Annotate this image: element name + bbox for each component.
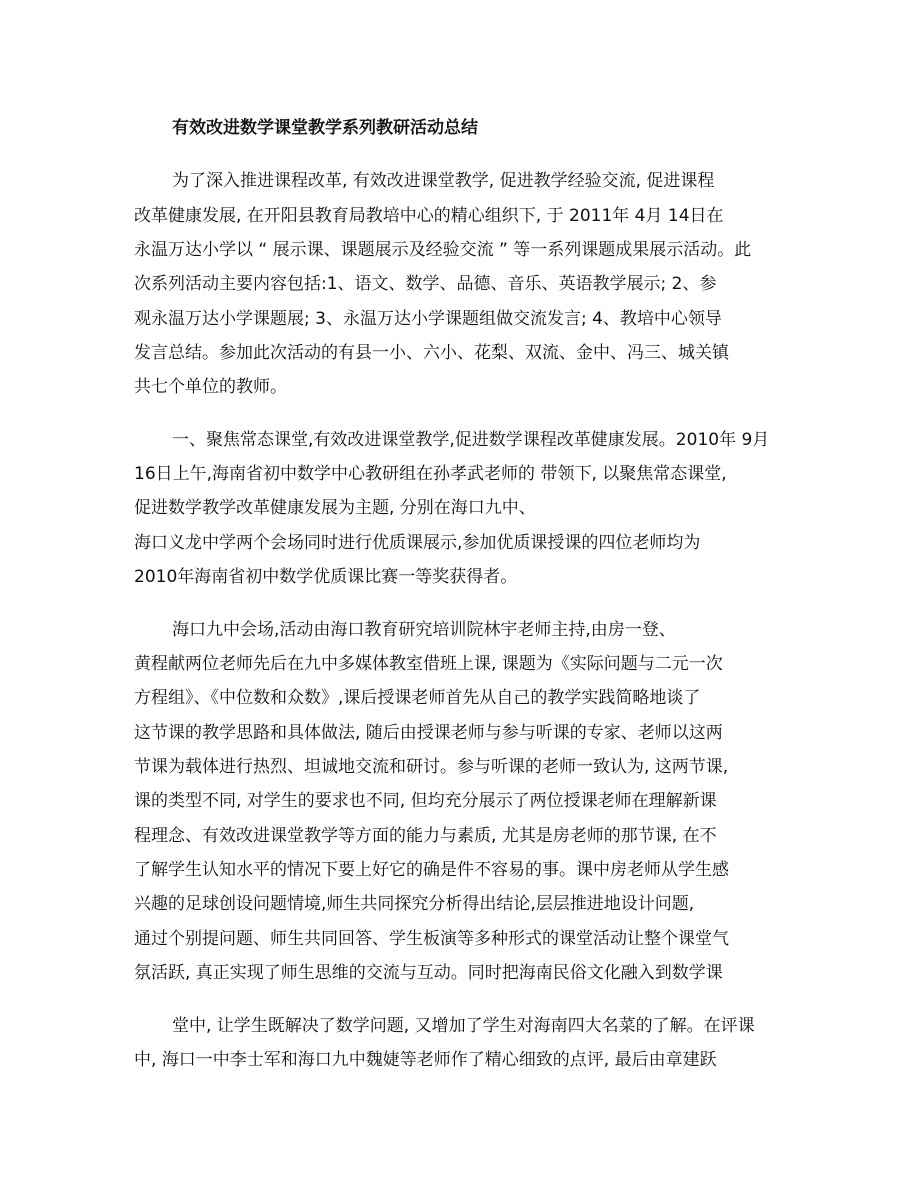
paragraph-line: 堂中, 让学生既解决了数学问题, 又增加了学生对海南四大名菜的了解。在评课 [172, 1016, 755, 1036]
document-title: 有效改进数学课堂教学系列教研活动总结 [172, 118, 478, 138]
paragraph-line: 黄程献两位老师先后在九中多媒体教室借班上课, 课题为《实际问题与二元一次 [134, 654, 723, 674]
paragraph-line: 一、聚焦常态课堂,有效改进课堂教学,促进数学课程改革健康发展。2010年 9月 [172, 430, 770, 450]
paragraph-line: 课的类型不同, 对学生的要求也不同, 但均充分展示了两位授课老师在理解新课 [134, 791, 717, 811]
paragraph-line: 节课为载体进行热烈、坦诚地交流和研讨。参与听课的老师一致认为, 这两节课, [134, 757, 729, 777]
paragraph-line: 氛活跃, 真正实现了师生思维的交流与互动。同时把海南民俗文化融入到数学课 [134, 963, 723, 983]
paragraph-line: 方程组》、《中位数和众数》,课后授课老师首先从自己的教学实践简略地谈了 [134, 688, 701, 708]
paragraph-line: 发言总结。参加此次活动的有县一小、六小、花梨、双流、金中、冯三、城关镇 [134, 343, 729, 363]
paragraph-line: 16日上午,海南省初中数学中心教研组在孙孝武老师的 带领下, 以聚焦常态课堂, [134, 464, 727, 484]
paragraph-line: 共七个单位的教师。 [134, 377, 287, 397]
paragraph-line: 观永温万达小学课题展; 3、永温万达小学课题组做交流发言; 4、教培中心领导 [134, 309, 722, 329]
paragraph-line: 中, 海口一中李士军和海口九中魏婕等老师作了精心细致的点评, 最后由章建跃 [134, 1050, 717, 1070]
paragraph-line: 海口九中会场,活动由海口教育研究培训院林宇老师主持,由房一登、 [172, 620, 676, 640]
paragraph-line: 促进数学教学改革健康发展为主题, 分别在海口九中、 [134, 498, 536, 518]
paragraph-line: 这节课的教学思路和具体做法, 随后由授课老师与参与听课的专家、老师以这两 [134, 723, 723, 743]
paragraph-line: 海口义龙中学两个会场同时进行优质课展示,参加优质课授课的四位老师均为 [134, 533, 701, 553]
paragraph-line: 为了深入推进课程改革, 有效改进课堂教学, 促进教学经验交流, 促进课程 [172, 171, 715, 191]
paragraph-line: 永温万达小学以 “ 展示课、课题展示及经验交流 ” 等一系列课题成果展示活动。此 [134, 240, 752, 260]
paragraph-line: 改革健康发展, 在开阳县教育局教培中心的精心组织下, 于 2011年 4月 14日在 [134, 206, 724, 226]
paragraph-line: 程理念、有效改进课堂教学等方面的能力与素质, 尤其是房老师的那节课, 在不 [134, 826, 717, 846]
paragraph-line: 兴趣的足球创设问题情境,师生共同探究分析得出结论,层层推进地设计问题, [134, 894, 695, 914]
paragraph-line: 2010年海南省初中数学优质课比赛一等奖获得者。 [134, 567, 518, 587]
paragraph-line: 次系列活动主要内容包括:1、语文、数学、品德、音乐、英语教学展示; 2、参 [134, 274, 717, 294]
paragraph-line: 通过个别提问题、师生共同回答、学生板演等多种形式的课堂活动让整个课堂气 [134, 929, 729, 949]
paragraph-line: 了解学生认知水平的情况下要上好它的确是件不容易的事。课中房老师从学生感 [134, 860, 729, 880]
